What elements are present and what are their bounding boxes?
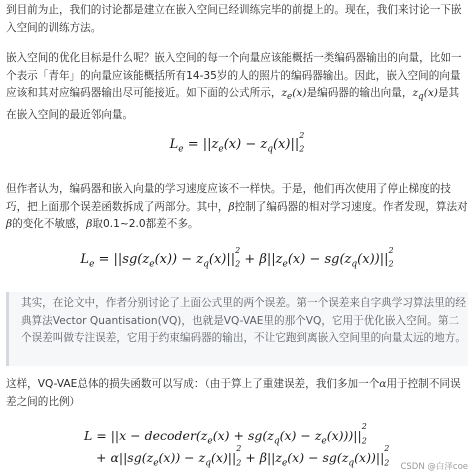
equation-total-loss-line1: $L = ||x - decoder(z_e(x) + sg(z_q(x) - z_e(x)))||$ 2 $_2$	[84, 422, 367, 447]
stop-gradient-paragraph: 但作者认为，编码器和嵌入向量的学习速度应该不一样快。于是，他们再次使用了停止梯度的技巧，把上面那个误差函数拆成了两部分。其中，β控制了编码器的相对学习速度。作者发现，算法对β的变化不敏感，β取0.1~2.0都差不多。	[6, 183, 468, 230]
quote-text: 其实，在论文中，作者分别讨论了上面公式里的两个误差。第一个误差来自字典学习算法里的经典算法Vector Quantisation(VQ)，也就是VQ-VAE里的那个VQ，它用于优化嵌入空间。第二个误差叫做专注误差，它用于约束编码器的输出，不让它跑到离嵌入空间里的向量太远的地方。	[21, 297, 466, 344]
csdn-watermark: CSDN @白泽coe	[400, 462, 468, 472]
equation-split-loss: $L_e = ||sg(z_e(x)) - z_q(x)||$ 2 $_2 + \beta||z_e(x) - sg(z_q(x))||$ 2 $_2$	[80, 246, 394, 270]
equation-embedding-loss: $L_e = ||z_e(x) - z_q(x)||$ 2 $_2$	[169, 131, 305, 155]
quote-block	[6, 292, 468, 366]
equation-total-loss-line2: + $\alpha||sg(z_e(x)) - z_q(x)||$ 2 $_2 + \beta||z_e(x) - sg(z_q(x))||$ 2 $_2$	[96, 444, 390, 469]
objective-paragraph: 嵌入空间的优化目标是什么呢？嵌入空间的每一个向量应该能概括一类编码器输出的向量，比如一个表示「青年」的向量应该能概括所有14-35岁的人的照片的编码器输出。因此，嵌入空间的向量应该和其对应编码器输出尽可能接近。如下面的公式所示，$z_e(x)$是编码器的输出向量，$z_q(x)$是其在嵌入空间的最近邻向量。	[6, 52, 462, 121]
total-loss-paragraph: 这样，VQ-VAE总体的损失函数可以写成：（由于算上了重建误差，我们多加一个α用于控制不同误差之间的比例）	[6, 378, 461, 408]
intro-paragraph: 到目前为止，我们的讨论都是建立在嵌入空间已经训练完毕的前提上的。现在，我们来讨论一下嵌入空间的训练方法。	[6, 4, 462, 34]
